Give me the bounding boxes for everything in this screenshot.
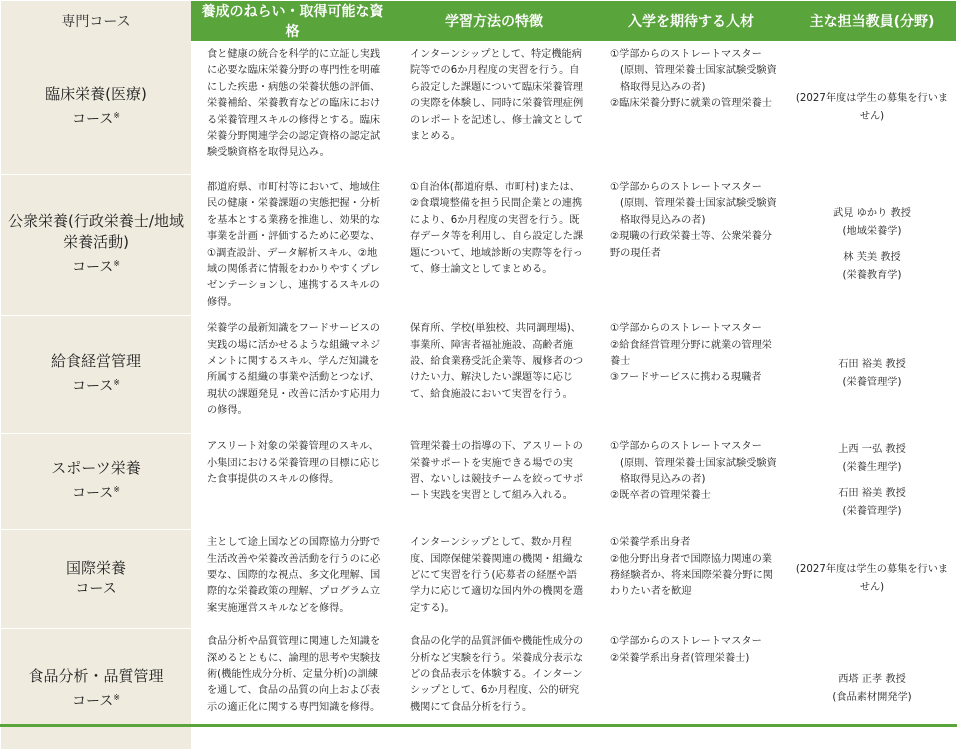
table-row bbox=[1, 433, 956, 529]
applicant-item: ②現職の行政栄養士等、公衆栄養分野の現任者 bbox=[610, 231, 772, 259]
course-suffix-line bbox=[5, 479, 187, 505]
course-cell bbox=[1, 433, 191, 529]
applicants-cell bbox=[594, 41, 788, 174]
goals-cell: 栄養学の最新知識をフードサービスの実践の場に活かせるような組織マネジメントに関するスキル、学んだ知識を所属する組織の事業や活動とつなげ、現状の課題発見・改善に活かす応用力の修得。 bbox=[207, 323, 381, 417]
header-goals: 養成のねらい・取得可能な資格 bbox=[191, 1, 394, 41]
course-name: 食品分析・品質管理 bbox=[28, 666, 164, 685]
course-suffix-line bbox=[5, 372, 187, 398]
staff-cell bbox=[788, 174, 956, 315]
course-cell bbox=[1, 628, 191, 749]
table-row bbox=[1, 174, 956, 315]
course-suffix: コース bbox=[71, 693, 114, 710]
course-cell bbox=[1, 529, 191, 628]
course-suffix: コース bbox=[71, 486, 114, 503]
staff-entry bbox=[792, 90, 952, 126]
applicant-item: ①学部からのストレートマスター bbox=[610, 636, 762, 648]
staff-name: 武見 ゆかり 教授 bbox=[833, 207, 911, 219]
applicant-item: ①栄養学系出身者 bbox=[610, 537, 691, 549]
staff-name: 林 芙美 教授 bbox=[843, 251, 901, 263]
applicant-item: (原則、管理栄養士国家試験受験資格取得見込みの者) bbox=[620, 198, 777, 226]
course-name: 国際栄養 bbox=[65, 559, 126, 578]
goals-cell: 主として途上国などの国際協力分野で生活改善や栄養改善活動を行うのに必要な、国際的な視点、多文化理解、国際的な栄養政策の理解、プログラム立案実施運営スキルなどを修得。 bbox=[207, 537, 381, 614]
goals-cell: 食品分析や品質管理に関連した知識を深めるとともに、論理的思考や実験技術(機能性成分分析、定量分析)の訓練を通して、食品の品質の向上および表示の適正化に関する専門知識を修得。 bbox=[207, 636, 381, 713]
staff-entry bbox=[792, 441, 952, 477]
course-cell bbox=[1, 41, 191, 174]
applicants-cell bbox=[594, 433, 788, 529]
table-row bbox=[1, 315, 956, 433]
course-suffix-line bbox=[5, 105, 187, 131]
staff-entry bbox=[792, 485, 952, 521]
course-suffix: コース bbox=[71, 379, 114, 396]
applicants-cell bbox=[594, 174, 788, 315]
applicant-item: (原則、管理栄養士国家試験受験資格取得見込みの者) bbox=[620, 65, 777, 93]
course-name: 給食経営管理 bbox=[50, 352, 141, 371]
header-course: 専門コース bbox=[1, 1, 191, 41]
applicant-item: ①学部からのストレートマスター bbox=[610, 49, 762, 60]
course-mark: ※ bbox=[113, 485, 120, 495]
header-staff: 主な担当教員(分野) bbox=[788, 1, 956, 41]
course-name: 臨床栄養(医療) bbox=[45, 85, 147, 104]
goals-cell: アスリート対象の栄養管理のスキル、小集団における栄養管理の目標に応じた食事提供のスキルの修得。 bbox=[207, 441, 381, 486]
applicant-item: ①学部からのストレートマスター bbox=[610, 323, 762, 335]
staff-name: 石田 裕美 教授 bbox=[838, 359, 906, 371]
course-suffix-line bbox=[5, 253, 187, 279]
staff-name: 石田 裕美 教授 bbox=[838, 488, 906, 500]
goals-cell: 食と健康の統合を科学的に立証し実践に必要な臨床栄養分野の専門性を明確にした疾患・病態の栄養状態の評価、栄養補給、栄養教育などの臨床における栄養管理スキルの修得とする。臨床栄養分野関連学会の認定資格の認定試験受験資格を取得見込み。 bbox=[207, 49, 381, 159]
applicant-item: ②給食経営管理分野に就業の管理栄養士 bbox=[610, 339, 772, 368]
methods-cell: インターンシップとして、数か月程度、国際保健栄養関連の機関・組織などにて実習を行う(応募者の経歴や語学力に応じて適切な国内外の機関を選定する)。 bbox=[410, 537, 584, 614]
methods-cell: 食品の化学的品質評価や機能性成分の分析など実験を行う。栄養成分表示などの食品表示を体験する。インターンシップとして、6か月程度、公的研究機関にて食品分析を行う。 bbox=[410, 636, 584, 713]
course-name: 公衆栄養(行政栄養士/地域栄養活動) bbox=[8, 212, 184, 252]
staff-field: (食品素材開発学) bbox=[832, 691, 912, 703]
staff-name: (2027年度は学生の募集を行いません) bbox=[795, 92, 949, 122]
staff-field: (栄養管理学) bbox=[842, 506, 902, 518]
course-mark: ※ bbox=[113, 259, 120, 269]
staff-field: (栄養管理学) bbox=[842, 377, 902, 389]
course-suffix: コース bbox=[71, 259, 114, 276]
applicants-cell bbox=[594, 628, 788, 749]
table-row bbox=[1, 41, 956, 174]
staff-cell bbox=[788, 628, 956, 749]
course-cell bbox=[1, 315, 191, 433]
staff-name: 上西 一弘 教授 bbox=[838, 444, 906, 456]
staff-name: 西塔 正孝 教授 bbox=[838, 673, 906, 685]
staff-cell bbox=[788, 529, 956, 628]
staff-field: (栄養教育学) bbox=[842, 269, 902, 281]
staff-entry bbox=[792, 561, 952, 597]
methods-cell: 管理栄養士の指導の下、アスリートの栄養サポートを実施できる場での実習、ないしは競技チームを絞ってサポート実践を実習として組み入れる。 bbox=[410, 441, 584, 502]
table-row bbox=[1, 529, 956, 628]
table-header-row bbox=[1, 1, 956, 41]
staff-cell bbox=[788, 433, 956, 529]
staff-field: (栄養生理学) bbox=[842, 462, 902, 474]
course-suffix: コース bbox=[71, 111, 114, 128]
staff-entry bbox=[792, 205, 952, 241]
methods-cell: 保育所、学校(単独校、共同調理場)、事業所、障害者福祉施設、高齢者施設、給食業務受託企業等、履修者のつけたい力、解決したい課題等に応じて、給食施設において実習を行う。 bbox=[410, 323, 584, 400]
goals-cell: 都道府県、市町村等において、地域住民の健康・栄養課題の実態把握・分析を基本とする業務を推進し、効果的な事業を計画・評価するために必要な、①調査設計、データ解析スキル、②地域の関係者に情報をわかりやすくプレゼンテーションし、連携するスキルの修得。 bbox=[207, 182, 381, 308]
course-cell bbox=[1, 174, 191, 315]
applicants-cell bbox=[594, 529, 788, 628]
applicant-item: ③フードサービスに携わる現職者 bbox=[610, 372, 762, 384]
course-mark: ※ bbox=[113, 111, 120, 121]
applicant-item: ②臨床栄養分野に就業の管理栄養士 bbox=[610, 98, 772, 110]
staff-name: (2027年度は学生の募集を行いません) bbox=[795, 563, 949, 593]
applicant-item: ②他分野出身者で国際協力関連の業務経験者か、将来国際栄養分野に関わりたい者を歓迎 bbox=[610, 553, 773, 598]
applicant-item: ②栄養学系出身者(管理栄養士) bbox=[610, 652, 750, 664]
applicant-item: (原則、管理栄養士国家試験受験資格取得見込みの者) bbox=[620, 457, 777, 486]
staff-entry bbox=[792, 356, 952, 392]
staff-cell bbox=[788, 41, 956, 174]
header-methods: 学習方法の特徴 bbox=[394, 1, 594, 41]
applicant-item: ②既卒者の管理栄養士 bbox=[610, 490, 711, 502]
methods-cell: インターンシップとして、特定機能病院等での6か月程度の実習を行う。自ら設定した課題について臨床栄養管理の実際を体験し、同時に栄養管理症例のレポートを記述し、修士論文としてまとめる。 bbox=[410, 49, 584, 143]
staff-entry bbox=[792, 249, 952, 285]
staff-field: (地域栄養学) bbox=[842, 225, 902, 237]
course-mark: ※ bbox=[113, 692, 120, 702]
course-suffix-line bbox=[5, 579, 187, 600]
methods-cell: ①自治体(都道府県、市町村)または、②食環境整備を担う民間企業との連携により、6か月程度の実習を行う。既存データ等を利用し、自ら設定した課題について、地域診断の実際等を行って、修士論文としてまとめる。 bbox=[410, 182, 584, 276]
table-row bbox=[1, 628, 956, 749]
staff-entry bbox=[792, 671, 952, 707]
applicants-cell bbox=[594, 315, 788, 433]
course-name: スポーツ栄養 bbox=[51, 459, 141, 478]
course-suffix-line bbox=[5, 687, 187, 713]
course-suffix: コース bbox=[75, 581, 117, 598]
applicant-item: ①学部からのストレートマスター bbox=[610, 182, 762, 193]
course-mark: ※ bbox=[113, 378, 120, 388]
applicant-item: ①学部からのストレートマスター bbox=[610, 441, 762, 453]
staff-cell bbox=[788, 315, 956, 433]
header-applicants: 入学を期待する人材 bbox=[594, 1, 788, 41]
course-table bbox=[1, 1, 956, 749]
